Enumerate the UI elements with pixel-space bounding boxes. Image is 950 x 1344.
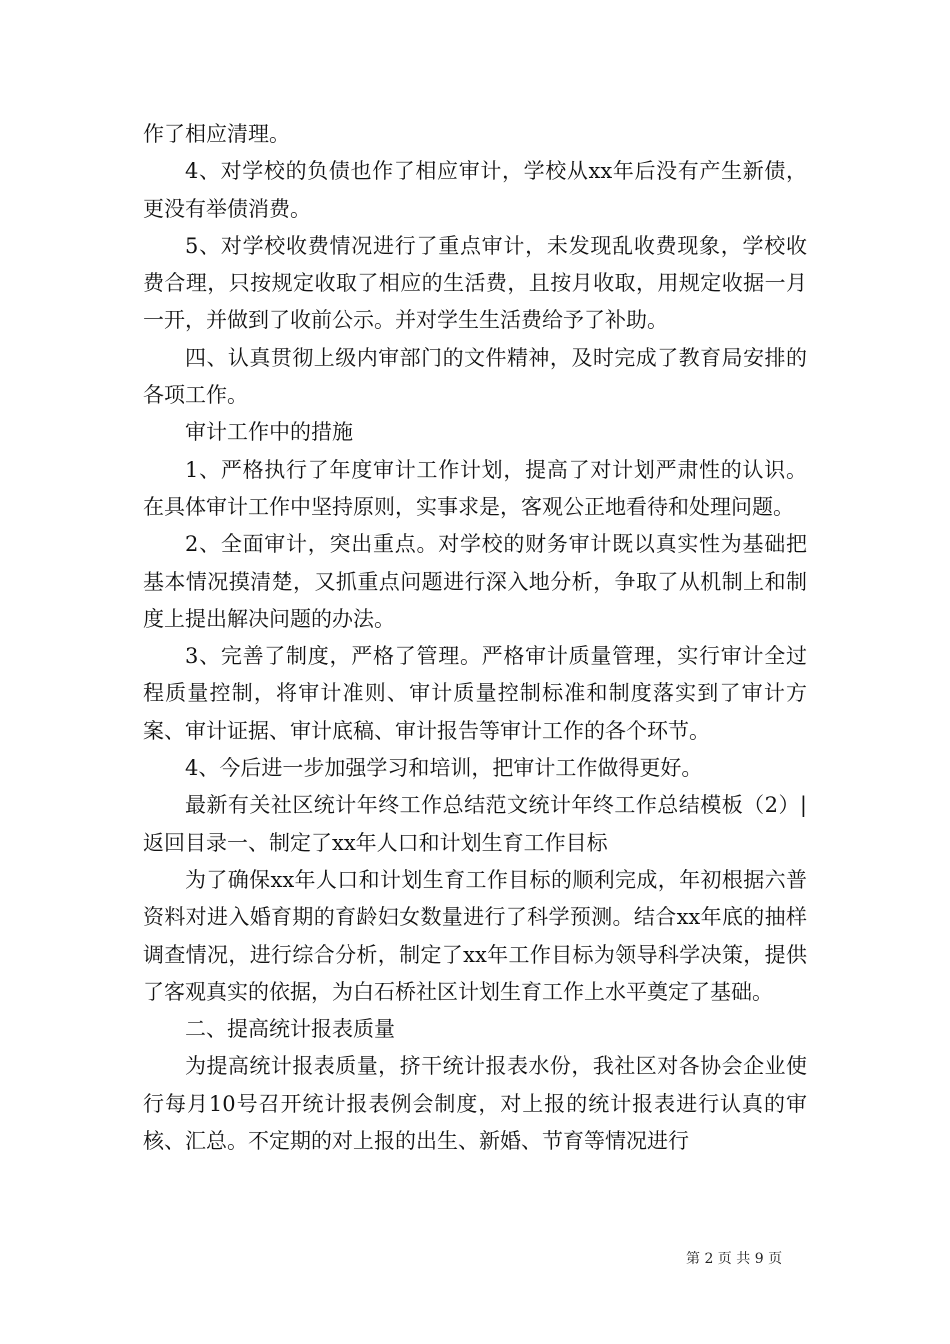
document-body <box>143 116 807 1160</box>
paragraph: 作了相应清理。 <box>143 122 290 146</box>
paragraph: 四、认真贯彻上级内审部门的文件精神，及时完成了教育局安排的各项工作。 <box>143 345 807 408</box>
paragraph: 为提高统计报表质量，挤干统计报表水份，我社区对各协会企业使行每月10号召开统计报表例会制度，对上报的统计报表进行认真的审核、汇总。不定期的对上报的出生、新婚、节育等情况进行 <box>143 1054 807 1154</box>
paragraph: 5、对学校收费情况进行了重点审计，未发现乱收费现象，学校收费合理，只按规定收取了相应的生活费，且按月收取，用规定收据一月一开，并做到了收前公示。并对学生生活费给予了补助。 <box>143 233 807 333</box>
paragraph: 4、对学校的负债也作了相应审计，学校从xx年后没有产生新债，更没有举债消费。 <box>143 159 807 221</box>
paragraph: 3、完善了制度，严格了管理。严格审计质量管理，实行审计全过程质量控制，将审计准则、审计质量控制标准和制度落实到了审计方案、审计证据、审计底稿、审计报告等审计工作的各个环节。 <box>143 644 807 743</box>
paragraph: 为了确保xx年人口和计划生育工作目标的顺利完成，年初根据六普资料对进入婚育期的育龄妇女数量进行了科学预测。结合xx年底的抽样调查情况，进行综合分析，制定了xx年工作目标为领导科学决策，提供了客观真实的依据，为白石桥社区计划生育工作上水平奠定了基础。 <box>143 867 807 1004</box>
paragraph: 2、全面审计，突出重点。对学校的财务审计既以真实性为基础把基本情况摸清楚，又抓重点问题进行深入地分析，争取了从机制上和制度上提出解决问题的办法。 <box>143 532 807 631</box>
paragraph: 二、提高统计报表质量 <box>185 1017 395 1042</box>
paragraph: 1、严格执行了年度审计工作计划，提高了对计划严肃性的认识。在具体审计工作中坚持原则，实事求是，客观公正地看待和处理问题。 <box>143 457 807 519</box>
paragraph: 最新有关社区统计年终工作总结范文统计年终工作总结模板（2）|返回目录一、制定了xx年人口和计划生育工作目标 <box>143 793 807 855</box>
page-number: 第 2 页 共 9 页 <box>686 1251 783 1267</box>
paragraph: 4、今后进一步加强学习和培训，把审计工作做得更好。 <box>185 756 703 781</box>
paragraph: 审计工作中的措施 <box>185 420 353 445</box>
